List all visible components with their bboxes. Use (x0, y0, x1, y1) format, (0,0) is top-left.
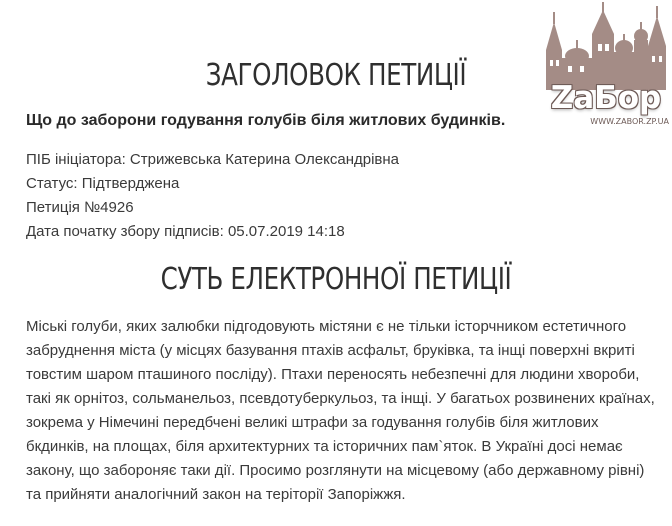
petition-subject: Що до заборони годування голубів біля житлових будинків. (26, 112, 506, 129)
petition-essence-heading: СУТЬ ЕЛЕКТРОННОЇ ПЕТИЦІЇ (160, 262, 512, 297)
petition-meta (26, 148, 626, 244)
petition-initiator: ПІБ ініціатора: Стрижевська Катерина Олександрівна (26, 151, 400, 168)
petition-status: Статус: Підтверджена (26, 175, 180, 192)
petition-body: Міські голуби, яких залюбки підгодовують містяни є не тільки історчником естетичного забруднення міста (у місцях базування птахів асфальт, бруківка, та інщі поверхні вкриті товстим шаром пташиного посліду). Птахи переносять небезпечні для людини хвороби, такі як орнітоз, сольманельоз, псевдотуберкульоз, та інщі. У багатьох розвинених країнах, зокрема у Німечині передбчені великі штрафи за годування голубів біля житлових бкдинків, на площах, біля архитектурних та історичних пам`яток. В Україні досі немає закону, що забороняє таки дії. Просимо розглянути на місцевому (або державному рівні) та прийняти аналогічний закон на теріторії Запоріжжя. (26, 318, 655, 503)
petition-number: Петиція №4926 (26, 199, 134, 216)
petition-title-heading: ЗАГОЛОВОК ПЕТИЦІЇ (205, 58, 467, 93)
logo-url: WWW.ZABOR.ZP.UA (590, 117, 669, 126)
petition-start-date: Дата початку збору підписів: 05.07.2019 14:18 (26, 223, 345, 240)
logo-wordmark: ZaБор (550, 80, 662, 116)
